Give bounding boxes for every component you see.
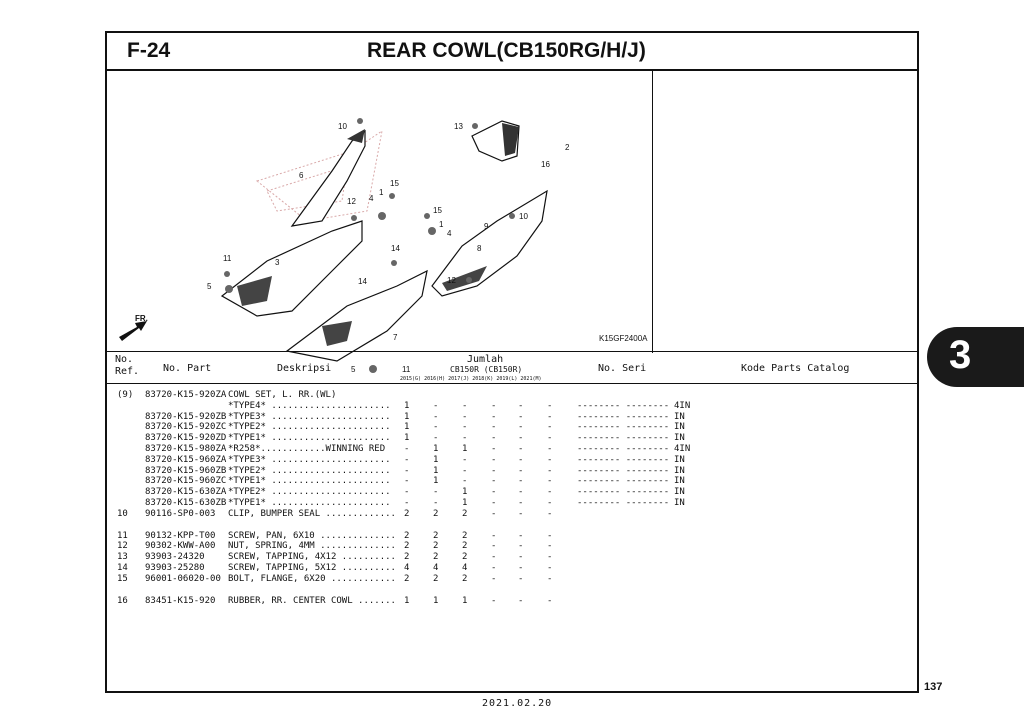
quantity-cell: - — [491, 498, 497, 508]
quantity-cell: - — [518, 530, 524, 541]
description-cell: RUBBER, RR. CENTER COWL ....... — [228, 595, 396, 606]
catalog-code-cell: IN — [674, 433, 685, 444]
quantity-cell: - — [491, 487, 497, 498]
quantity-cell: 2 — [433, 541, 439, 552]
table-row — [107, 433, 917, 444]
col-catalog: Kode Parts Catalog — [741, 363, 850, 374]
quantity-cell: - — [404, 498, 410, 508]
quantity-cell: - — [491, 476, 497, 487]
table-row — [107, 466, 917, 477]
quantity-cell: - — [491, 552, 497, 563]
table-row — [107, 541, 917, 552]
table-row — [107, 412, 917, 423]
table-row — [107, 422, 917, 433]
quantity-cell: - — [462, 411, 468, 422]
table-row — [107, 476, 917, 487]
table-row — [107, 444, 917, 455]
table-header — [107, 351, 917, 384]
callout: 12 — [447, 276, 456, 285]
serial-cell: -------- -------- — [577, 422, 670, 433]
section-tab — [927, 327, 1024, 387]
col-qty-model: CB150R (CB150R) — [450, 365, 523, 374]
quantity-cell: - — [518, 508, 524, 519]
callout: 11 — [223, 254, 232, 263]
serial-cell: -------- -------- — [577, 433, 670, 444]
part-number-cell: 90132-KPP-T00 — [145, 530, 216, 541]
callout: 15 — [433, 206, 442, 215]
quantity-cell: - — [404, 454, 410, 465]
quantity-cell: - — [462, 422, 468, 433]
section-code: F-24 — [127, 39, 171, 62]
quantity-cell: 1 — [462, 487, 468, 498]
page-number: 137 — [924, 681, 943, 693]
callout: 4 — [447, 229, 452, 238]
quantity-cell: - — [547, 422, 553, 433]
quantity-cell: - — [433, 487, 439, 498]
col-serial: No. Seri — [598, 363, 647, 374]
quantity-cell: 2 — [404, 541, 410, 552]
catalog-code-cell: IN — [674, 476, 685, 487]
quantity-cell: - — [518, 563, 524, 573]
part-number-cell: 83451-K15-920 — [145, 595, 216, 606]
serial-cell: -------- -------- — [577, 411, 670, 422]
quantity-cell: 2 — [433, 530, 439, 541]
quantity-cell: - — [547, 400, 553, 411]
quantity-cell: - — [518, 487, 524, 498]
callout: 2 — [565, 143, 570, 152]
callout: 15 — [390, 179, 399, 188]
print-date: 2021.02.20 — [482, 698, 553, 709]
quantity-cell: 4 — [404, 563, 410, 573]
serial-cell: -------- -------- — [577, 444, 670, 454]
callout: 1 — [379, 188, 384, 197]
quantity-cell: - — [491, 454, 497, 465]
callout: 10 — [519, 212, 528, 221]
quantity-cell: 1 — [404, 595, 410, 606]
quantity-cell: - — [462, 465, 468, 476]
table-row — [107, 390, 917, 401]
quantity-cell: 1 — [404, 411, 410, 422]
quantity-cell: - — [547, 487, 553, 498]
catalog-code-cell: IN — [674, 498, 685, 508]
callout: 5 — [207, 282, 212, 291]
quantity-cell: 2 — [462, 541, 468, 552]
serial-cell: -------- -------- — [577, 498, 670, 508]
quantity-cell: - — [433, 498, 439, 508]
ref-cell: 16 — [117, 595, 128, 606]
serial-cell: -------- -------- — [577, 400, 670, 411]
quantity-cell: - — [491, 563, 497, 573]
table-row — [107, 596, 917, 607]
quantity-cell: 2 — [433, 508, 439, 519]
table-row — [107, 455, 917, 466]
callout: 5 — [351, 365, 356, 374]
quantity-cell: - — [547, 444, 553, 454]
quantity-cell: - — [491, 465, 497, 476]
quantity-cell: - — [547, 411, 553, 422]
catalog-code-cell: 4IN — [674, 444, 691, 454]
description-cell: SCREW, PAN, 6X10 .............. — [228, 530, 396, 541]
table-row — [107, 509, 917, 520]
quantity-cell: 2 — [462, 573, 468, 584]
catalog-code-cell: IN — [674, 487, 685, 498]
col-desc: Deskripsi — [277, 363, 332, 374]
quantity-cell: 1 — [433, 595, 439, 606]
callout: 8 — [477, 244, 482, 253]
quantity-cell: - — [547, 454, 553, 465]
quantity-cell: - — [518, 411, 524, 422]
quantity-cell: 2 — [404, 573, 410, 584]
part-number-cell: 93903-25280 — [145, 563, 205, 573]
quantity-cell: - — [404, 487, 410, 498]
quantity-cell: - — [518, 454, 524, 465]
table-row — [107, 552, 917, 563]
quantity-cell: - — [491, 508, 497, 519]
quantity-cell: 1 — [462, 444, 468, 454]
quantity-cell: - — [462, 400, 468, 411]
table-row — [107, 401, 917, 412]
part-number-cell: 83720-K15-960ZA — [145, 454, 227, 465]
callout: 1 — [439, 220, 444, 229]
serial-cell: -------- -------- — [577, 487, 670, 498]
catalog-code-cell: IN — [674, 454, 685, 465]
quantity-cell: - — [518, 541, 524, 552]
quantity-cell: - — [518, 433, 524, 444]
callout: 12 — [347, 197, 356, 206]
col-qty-title: Jumlah — [467, 354, 504, 365]
serial-cell: -------- -------- — [577, 476, 670, 487]
quantity-cell: - — [547, 433, 553, 444]
table-row — [107, 498, 917, 509]
quantity-cell: 1 — [462, 498, 468, 508]
quantity-cell: - — [547, 476, 553, 487]
description-cell: *TYPE1* ...................... — [228, 476, 391, 487]
quantity-cell: - — [518, 422, 524, 433]
callout: 6 — [299, 171, 304, 180]
quantity-cell: 4 — [462, 563, 468, 573]
quantity-cell: - — [491, 444, 497, 454]
part-number-cell: 83720-K15-960ZB — [145, 465, 227, 476]
ref-cell: (9) — [117, 390, 134, 400]
description-cell: *TYPE2* ...................... — [228, 465, 391, 476]
quantity-cell: - — [462, 476, 468, 487]
quantity-cell: - — [462, 433, 468, 444]
quantity-cell: - — [547, 508, 553, 519]
part-number-cell: 96001-06020-00 — [145, 573, 221, 584]
quantity-cell: - — [518, 552, 524, 563]
part-number-cell: 83720-K15-630ZA — [145, 487, 227, 498]
callout: 9 — [484, 222, 489, 231]
table-row — [107, 531, 917, 542]
quantity-cell: - — [404, 476, 410, 487]
quantity-cell: 4 — [433, 563, 439, 573]
part-number-cell: 90116-SP0-003 — [145, 508, 216, 519]
cowl-tip — [347, 129, 365, 143]
table-row — [107, 487, 917, 498]
catalog-code-cell: IN — [674, 411, 685, 422]
ref-cell: 12 — [117, 541, 128, 552]
callout: 3 — [275, 258, 280, 267]
part-number-cell: 83720-K15-630ZB — [145, 498, 227, 508]
part-number-cell: 90302-KWW-A00 — [145, 541, 216, 552]
description-cell: BOLT, FLANGE, 6X20 ............ — [228, 573, 396, 584]
quantity-cell: 1 — [433, 476, 439, 487]
description-cell: *TYPE2* ...................... — [228, 487, 391, 498]
quantity-cell: - — [547, 465, 553, 476]
quantity-cell: 2 — [404, 552, 410, 563]
catalog-code-cell: 4IN — [674, 400, 691, 411]
callout: 14 — [358, 277, 367, 286]
quantity-cell: - — [491, 530, 497, 541]
quantity-cell: - — [547, 498, 553, 508]
quantity-cell: - — [547, 530, 553, 541]
quantity-cell: - — [433, 422, 439, 433]
quantity-cell: 2 — [462, 530, 468, 541]
ref-cell: 14 — [117, 563, 128, 573]
quantity-cell: 1 — [433, 465, 439, 476]
part-number-cell: 83720-K15-920ZA — [145, 390, 227, 400]
description-cell: *TYPE3* ...................... — [228, 411, 391, 422]
description-cell: *TYPE3* ...................... — [228, 454, 391, 465]
catalog-code-cell: IN — [674, 422, 685, 433]
quantity-cell: - — [491, 400, 497, 411]
quantity-cell: 2 — [433, 552, 439, 563]
description-cell: SCREW, TAPPING, 4X12 .......... — [228, 552, 396, 563]
quantity-cell: 2 — [433, 573, 439, 584]
part-number-cell: 83720-K15-920ZD — [145, 433, 227, 444]
description-cell: *TYPE2* ...................... — [228, 422, 391, 433]
table-row — [107, 574, 917, 585]
quantity-cell: - — [547, 563, 553, 573]
part-number-cell: 83720-K15-920ZC — [145, 422, 227, 433]
quantity-cell: - — [433, 400, 439, 411]
quantity-cell: - — [491, 541, 497, 552]
quantity-cell: - — [547, 552, 553, 563]
callout: 7 — [393, 333, 398, 342]
quantity-cell: 1 — [404, 433, 410, 444]
quantity-cell: 2 — [462, 508, 468, 519]
quantity-cell: - — [518, 476, 524, 487]
quantity-cell: 2 — [462, 552, 468, 563]
quantity-cell: - — [518, 498, 524, 508]
ref-cell: 13 — [117, 552, 128, 563]
quantity-cell: - — [518, 573, 524, 584]
col-qty-years: 2015(G) 2016(H) 2017(J) 2018(K) 2019(L) 2021(M) — [400, 376, 542, 382]
quantity-cell: - — [491, 422, 497, 433]
quantity-cell: - — [547, 541, 553, 552]
serial-cell: -------- -------- — [577, 465, 670, 476]
callout: 13 — [454, 122, 463, 131]
quantity-cell: - — [491, 411, 497, 422]
quantity-cell: - — [491, 595, 497, 606]
page-frame — [105, 31, 919, 693]
ref-cell: 11 — [117, 530, 128, 541]
diagram-code: K15GF2400A — [599, 334, 648, 343]
quantity-cell: 2 — [404, 508, 410, 519]
quantity-cell: - — [404, 444, 410, 454]
quantity-cell: - — [518, 465, 524, 476]
quantity-cell: - — [547, 595, 553, 606]
part-number-cell: 83720-K15-920ZB — [145, 411, 227, 422]
quantity-cell: - — [518, 400, 524, 411]
serial-cell: -------- -------- — [577, 454, 670, 465]
quantity-cell: - — [491, 573, 497, 584]
quantity-cell: 1 — [462, 595, 468, 606]
page-header — [107, 33, 917, 71]
quantity-cell: 2 — [404, 530, 410, 541]
table-row — [107, 563, 917, 574]
catalog-code-cell: IN — [674, 465, 685, 476]
col-part: No. Part — [163, 363, 212, 374]
ref-cell: 10 — [117, 508, 128, 519]
quantity-cell: 1 — [433, 444, 439, 454]
description-cell: *TYPE4* ...................... — [228, 400, 391, 411]
part-number-cell: 93903-24320 — [145, 552, 205, 563]
quantity-cell: - — [433, 433, 439, 444]
description-cell: SCREW, TAPPING, 5X12 .......... — [228, 563, 396, 573]
quantity-cell: - — [518, 444, 524, 454]
quantity-cell: 1 — [404, 422, 410, 433]
front-label: FR. — [135, 314, 148, 323]
section-tab-number: 3 — [949, 333, 972, 377]
description-cell: *TYPE1* ...................... — [228, 433, 391, 444]
quantity-cell: - — [433, 411, 439, 422]
front-arrow-icon — [119, 321, 147, 341]
page-title: REAR COWL(CB150RG/H/J) — [367, 39, 646, 62]
part-number-cell: 83720-K15-960ZC — [145, 476, 227, 487]
callout: 4 — [369, 194, 374, 203]
description-cell: *TYPE1* ...................... — [228, 498, 391, 508]
description-cell: NUT, SPRING, 4MM .............. — [228, 541, 396, 552]
callout: 16 — [541, 160, 550, 169]
quantity-cell: - — [462, 454, 468, 465]
quantity-cell: - — [518, 595, 524, 606]
description-cell: *R258*............WINNING RED — [228, 444, 386, 454]
quantity-cell: - — [491, 433, 497, 444]
quantity-cell: - — [547, 573, 553, 584]
quantity-cell: - — [404, 465, 410, 476]
part-number-cell: 83720-K15-980ZA — [145, 444, 227, 454]
ref-cell: 15 — [117, 573, 128, 584]
callout: 11 — [402, 365, 411, 374]
description-cell: COWL SET, L. RR.(WL) — [228, 390, 337, 400]
quantity-cell: 1 — [433, 454, 439, 465]
quantity-cell: 1 — [404, 400, 410, 411]
callout: 14 — [391, 244, 400, 253]
callout: 10 — [338, 122, 347, 131]
col-ref: No. Ref. — [115, 354, 140, 377]
description-cell: CLIP, BUMPER SEAL ............. — [228, 508, 396, 519]
